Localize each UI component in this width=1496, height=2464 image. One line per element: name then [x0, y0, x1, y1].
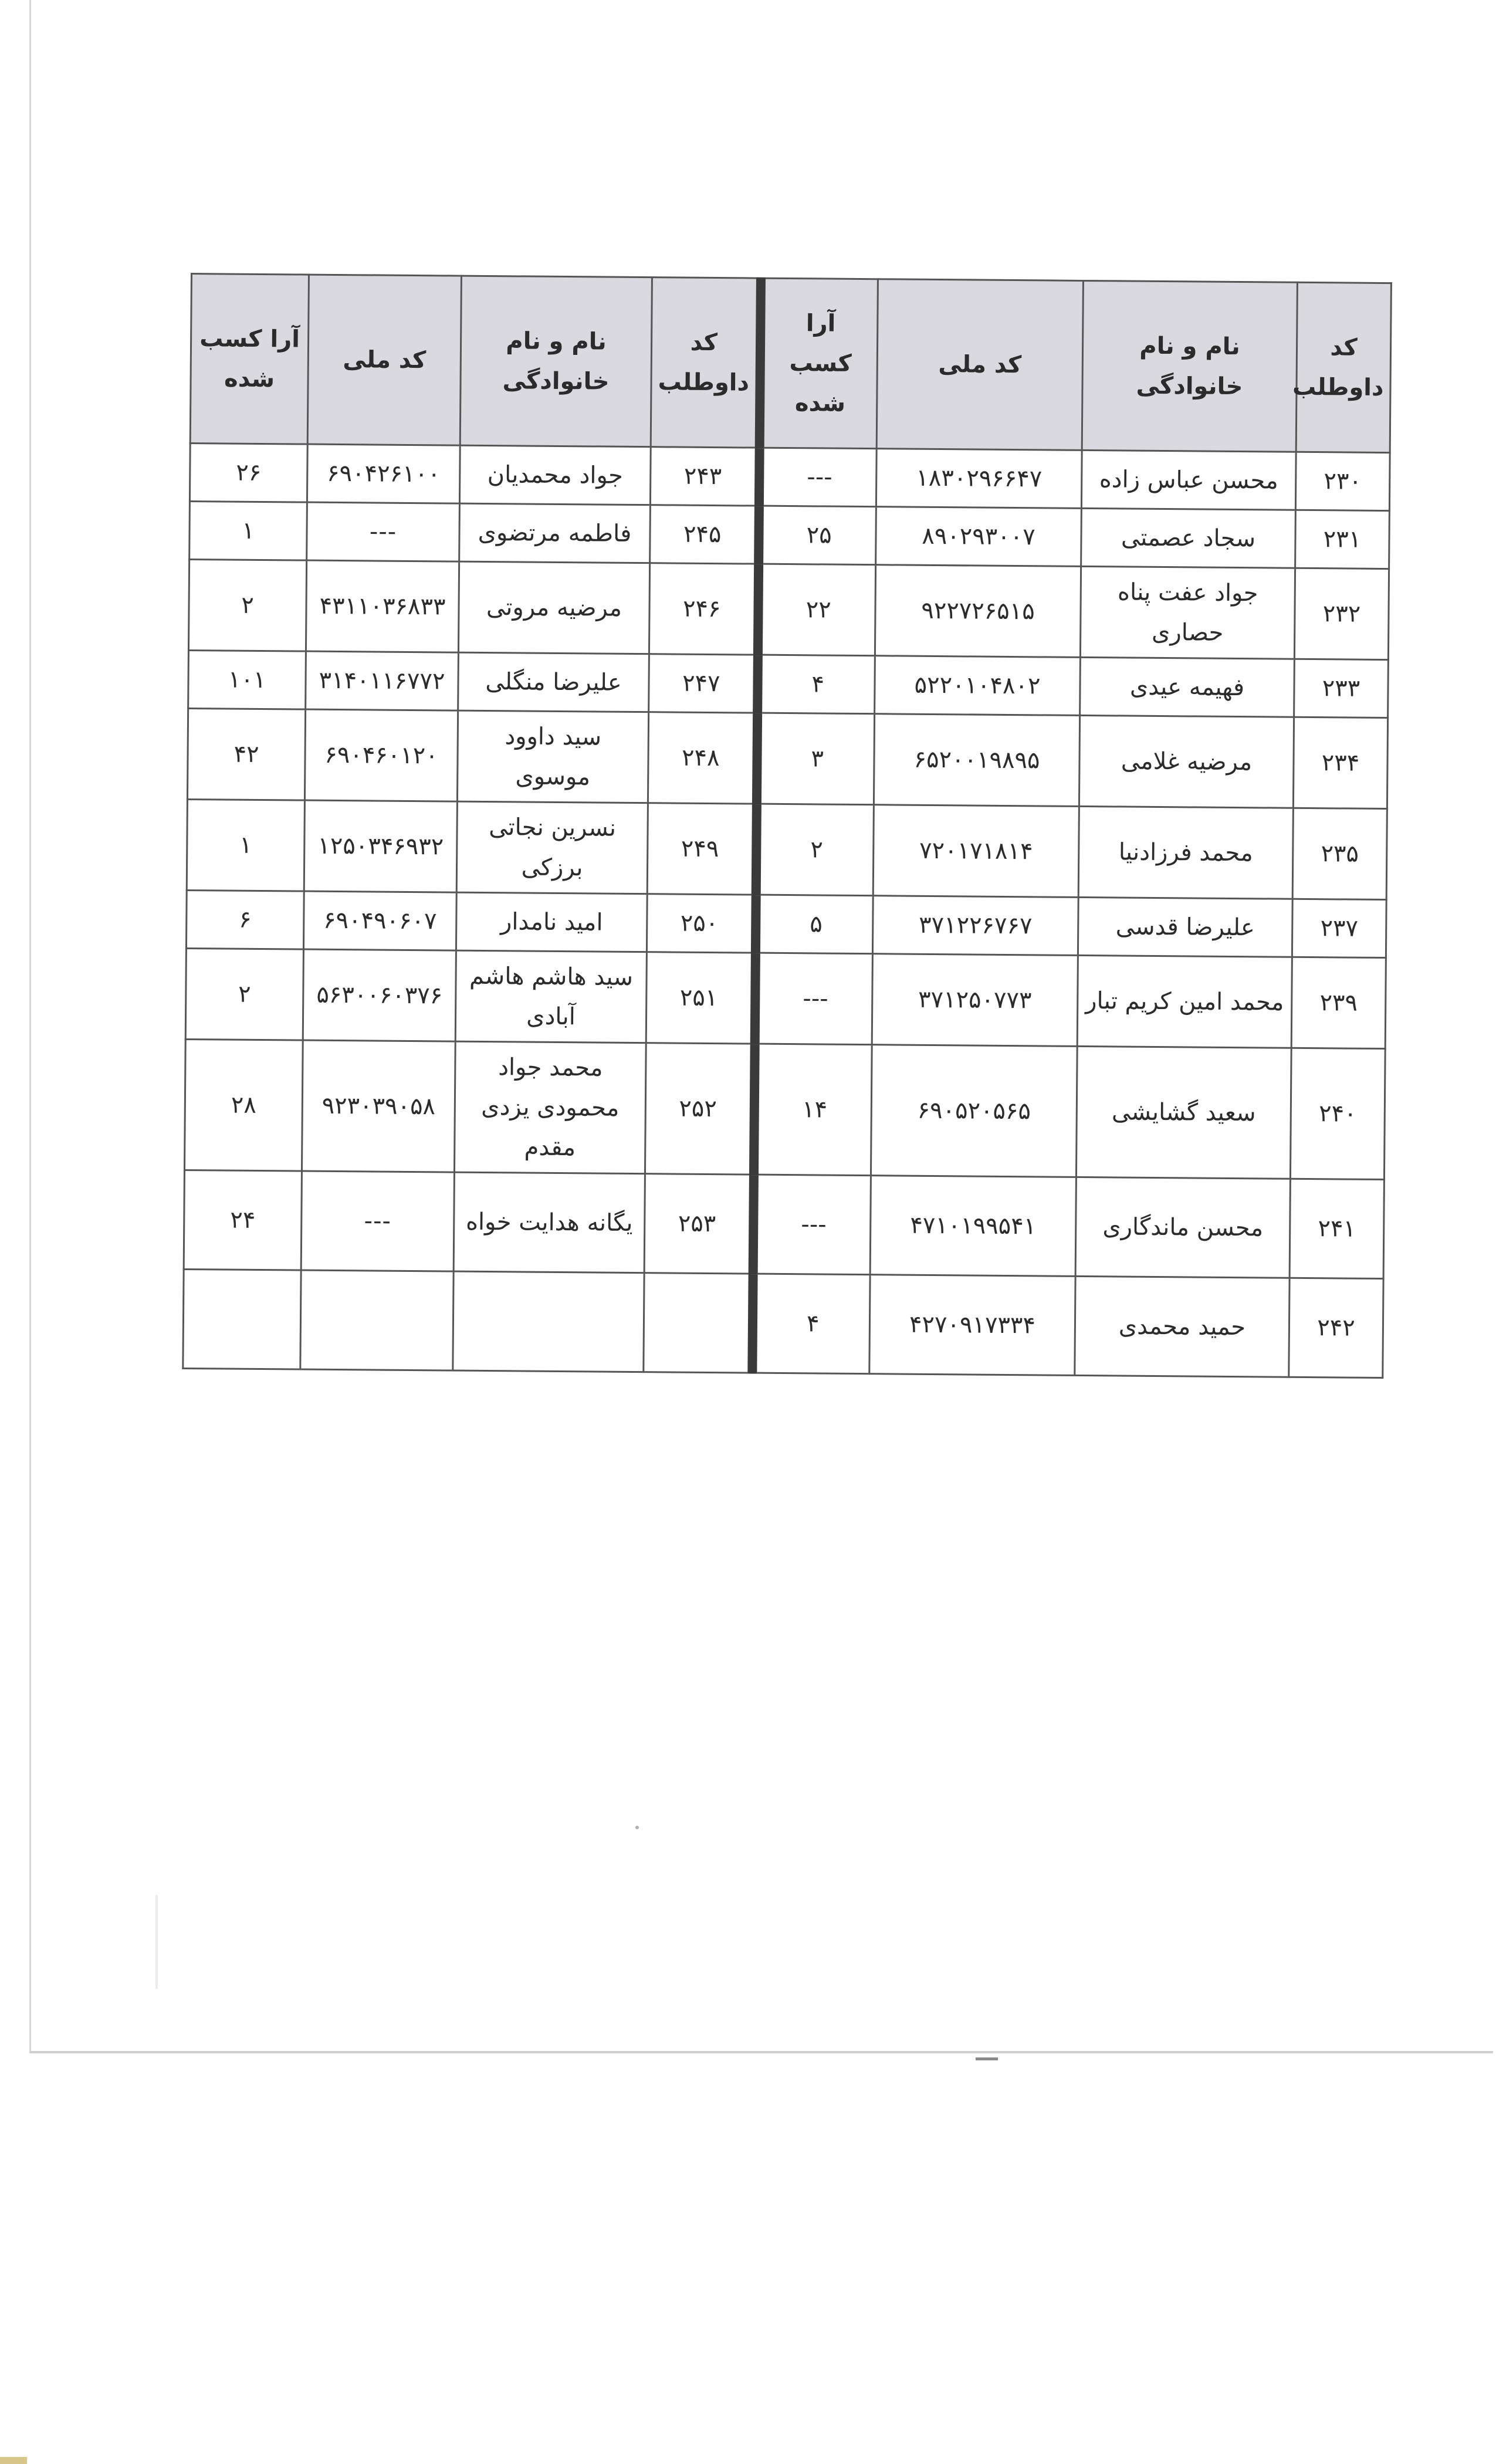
- header-national-id-right: کد ملی: [876, 279, 1083, 451]
- cell-name: محمد فرزادنیا: [1078, 806, 1293, 899]
- table-row: [189, 444, 1390, 511]
- cell-name: سید داوود موسوی: [457, 710, 648, 803]
- cell-national-id: ۳۷۱۲۵۰۷۷۳: [872, 954, 1078, 1047]
- header-name-right: نام و نام خانوادگی: [1082, 280, 1297, 452]
- cell-code: ۲۵۳: [644, 1174, 753, 1274]
- cell-code: ۲۳۱: [1295, 510, 1390, 568]
- table-row: [184, 1170, 1384, 1278]
- cell-name: سید هاشم هاشم آبادی: [455, 950, 647, 1043]
- cell-votes: ۲: [756, 804, 874, 896]
- cell-votes: ۱: [187, 799, 304, 891]
- cell-national-id: ۳۱۴۰۱۱۶۷۷۲: [306, 651, 459, 710]
- cell-national-id: ۴۳۱۱۰۳۶۸۳۳: [306, 560, 459, 652]
- cell-votes: ۲۵: [759, 506, 876, 565]
- cell-name: فاطمه مرتضوی: [459, 503, 651, 563]
- header-votes-left: آرا کسب شده: [190, 274, 309, 445]
- cell-votes: ---: [759, 448, 876, 507]
- cell-votes: ۶: [186, 890, 304, 949]
- cell-name: یگانه هدایت خواه: [453, 1172, 645, 1273]
- cell-code: ۲۳۲: [1294, 568, 1389, 659]
- table-row: [186, 890, 1386, 957]
- cell-votes: ۱: [189, 501, 307, 560]
- cell-national-id: ۶۹۰۴۶۰۱۲۰: [304, 709, 458, 801]
- cell-national-id: ۷۲۰۱۷۱۸۱۴: [873, 805, 1079, 898]
- cell-votes: ۱۰۱: [188, 650, 306, 709]
- cell-code: ۲۴۷: [649, 654, 758, 713]
- cell-votes: ۲۸: [184, 1039, 303, 1171]
- cell-votes: [183, 1269, 301, 1369]
- cell-national-id: ۶۹۰۵۲۰۵۶۵: [871, 1045, 1077, 1177]
- cell-code: ۲۳۷: [1292, 899, 1386, 957]
- cell-code: [644, 1273, 753, 1373]
- header-name-left: نام و نام خانوادگی: [460, 276, 652, 447]
- cell-national-id: ۸۹۰۲۹۳۰۰۷: [876, 507, 1082, 567]
- cell-national-id: [300, 1270, 453, 1370]
- cell-votes: ۲۴: [184, 1170, 302, 1270]
- header-code-left: کد داوطلب: [651, 277, 760, 448]
- cell-name: علیرضا منگلی: [458, 652, 649, 712]
- candidates-results-table: [182, 273, 1392, 1379]
- cell-votes: ---: [753, 1175, 871, 1275]
- table-row: [184, 1039, 1385, 1179]
- corner-watermark-badge: [0, 2457, 27, 2464]
- scan-artifact-dot: [635, 1826, 639, 1829]
- cell-national-id: ۶۵۲۰۰۱۹۸۹۵: [874, 714, 1079, 807]
- table-row: [187, 799, 1387, 899]
- cell-name: سعید گشایشی: [1076, 1046, 1291, 1179]
- cell-national-id: ۱۲۵۰۳۴۶۹۳۲: [304, 800, 457, 892]
- cell-code: ۲۳۵: [1292, 808, 1387, 899]
- table-row: [183, 1269, 1383, 1377]
- header-votes-right: آرا کسب شده: [759, 278, 878, 449]
- cell-national-id: ۴۲۷۰۹۱۷۳۳۴: [869, 1275, 1075, 1376]
- cell-code: ۲۴۸: [648, 712, 757, 804]
- cell-name: محسن ماندگاری: [1075, 1177, 1290, 1278]
- table-row: [187, 708, 1387, 808]
- cell-name: [453, 1271, 644, 1372]
- cell-name: جواد محمدیان: [459, 445, 651, 505]
- cell-votes: ---: [754, 953, 872, 1045]
- cell-name: مرضیه غلامی: [1079, 715, 1294, 808]
- cell-name: محمد امین کریم تبار: [1077, 955, 1292, 1048]
- cell-code: ۲۵۲: [645, 1043, 754, 1175]
- cell-national-id: ۶۹۰۴۲۶۱۰۰: [307, 444, 460, 503]
- cell-votes: ۱۴: [753, 1044, 872, 1176]
- cell-name: جواد عفت پناه حصاری: [1080, 566, 1295, 659]
- cell-name: سجاد عصمتی: [1081, 508, 1296, 568]
- cell-code: ۲۳۴: [1293, 717, 1387, 808]
- cell-code: ۲۳۰: [1295, 452, 1390, 510]
- header-national-id-left: کد ملی: [307, 275, 461, 445]
- table-row: [188, 650, 1389, 717]
- cell-votes: ۴: [752, 1274, 870, 1374]
- cell-name: علیرضا قدسی: [1078, 897, 1292, 957]
- header-code-right: کد داوطلب: [1296, 282, 1391, 452]
- cell-code: ۲۴۹: [647, 803, 756, 895]
- cell-votes: ۲۲: [757, 564, 875, 656]
- cell-name: فهیمه عیدی: [1080, 657, 1295, 717]
- cell-national-id: ۵۶۳۰۰۶۰۳۷۶: [303, 949, 456, 1041]
- table-header-row: [190, 274, 1391, 453]
- cell-code: ۲۵۰: [647, 894, 756, 953]
- cell-code: ۲۴۲: [1289, 1278, 1383, 1377]
- table-row: [188, 559, 1389, 659]
- cell-national-id: ---: [301, 1171, 454, 1271]
- cell-national-id: ۵۲۲۰۱۰۴۸۰۲: [875, 656, 1081, 716]
- cell-national-id: ۴۷۱۰۱۹۹۵۴۱: [870, 1176, 1076, 1277]
- cell-name: حمید محمدی: [1075, 1276, 1289, 1377]
- cell-votes: ۴۲: [187, 708, 305, 800]
- cell-name: مرضیه مروتی: [458, 561, 649, 654]
- cell-code: ۲۴۰: [1290, 1048, 1385, 1179]
- cell-votes: ۲۶: [189, 444, 307, 503]
- cell-name: نسرین نجاتی برزکی: [456, 801, 648, 894]
- table-row: [189, 501, 1390, 568]
- cell-votes: ۲: [188, 559, 306, 651]
- cell-votes: ۳: [756, 713, 874, 805]
- cell-code: ۲۴۶: [649, 563, 758, 655]
- cell-national-id: ۹۲۲۷۲۶۵۱۵: [875, 565, 1081, 658]
- cell-votes: ۲: [185, 948, 303, 1040]
- cell-name: محمد جواد محمودی یزدی مقدم: [454, 1041, 646, 1174]
- cell-code: ۲۴۳: [650, 447, 759, 506]
- cell-votes: ۵: [755, 895, 873, 954]
- table-row: [185, 948, 1386, 1048]
- cell-code: ۲۴۱: [1289, 1179, 1384, 1278]
- cell-name: محسن عباس زاده: [1081, 450, 1296, 510]
- cell-national-id: ---: [307, 502, 460, 561]
- cell-code: ۲۵۱: [646, 952, 755, 1044]
- cell-code: ۲۴۵: [650, 505, 759, 564]
- cell-national-id: ۱۸۳۰۲۹۶۶۴۷: [876, 449, 1082, 509]
- cell-national-id: ۹۲۳۰۳۹۰۵۸: [302, 1040, 455, 1172]
- cell-votes: ۴: [757, 655, 875, 714]
- cell-code: ۲۳۹: [1291, 957, 1386, 1048]
- page-footer-dash: [976, 2057, 998, 2060]
- cell-name: امید نامدار: [456, 892, 647, 952]
- cell-code: ۲۳۳: [1294, 659, 1389, 717]
- scan-artifact-line: [155, 1895, 158, 1989]
- cell-national-id: ۶۹۰۴۹۰۶۰۷: [303, 891, 456, 950]
- cell-national-id: ۳۷۱۲۲۶۷۶۷: [872, 896, 1078, 956]
